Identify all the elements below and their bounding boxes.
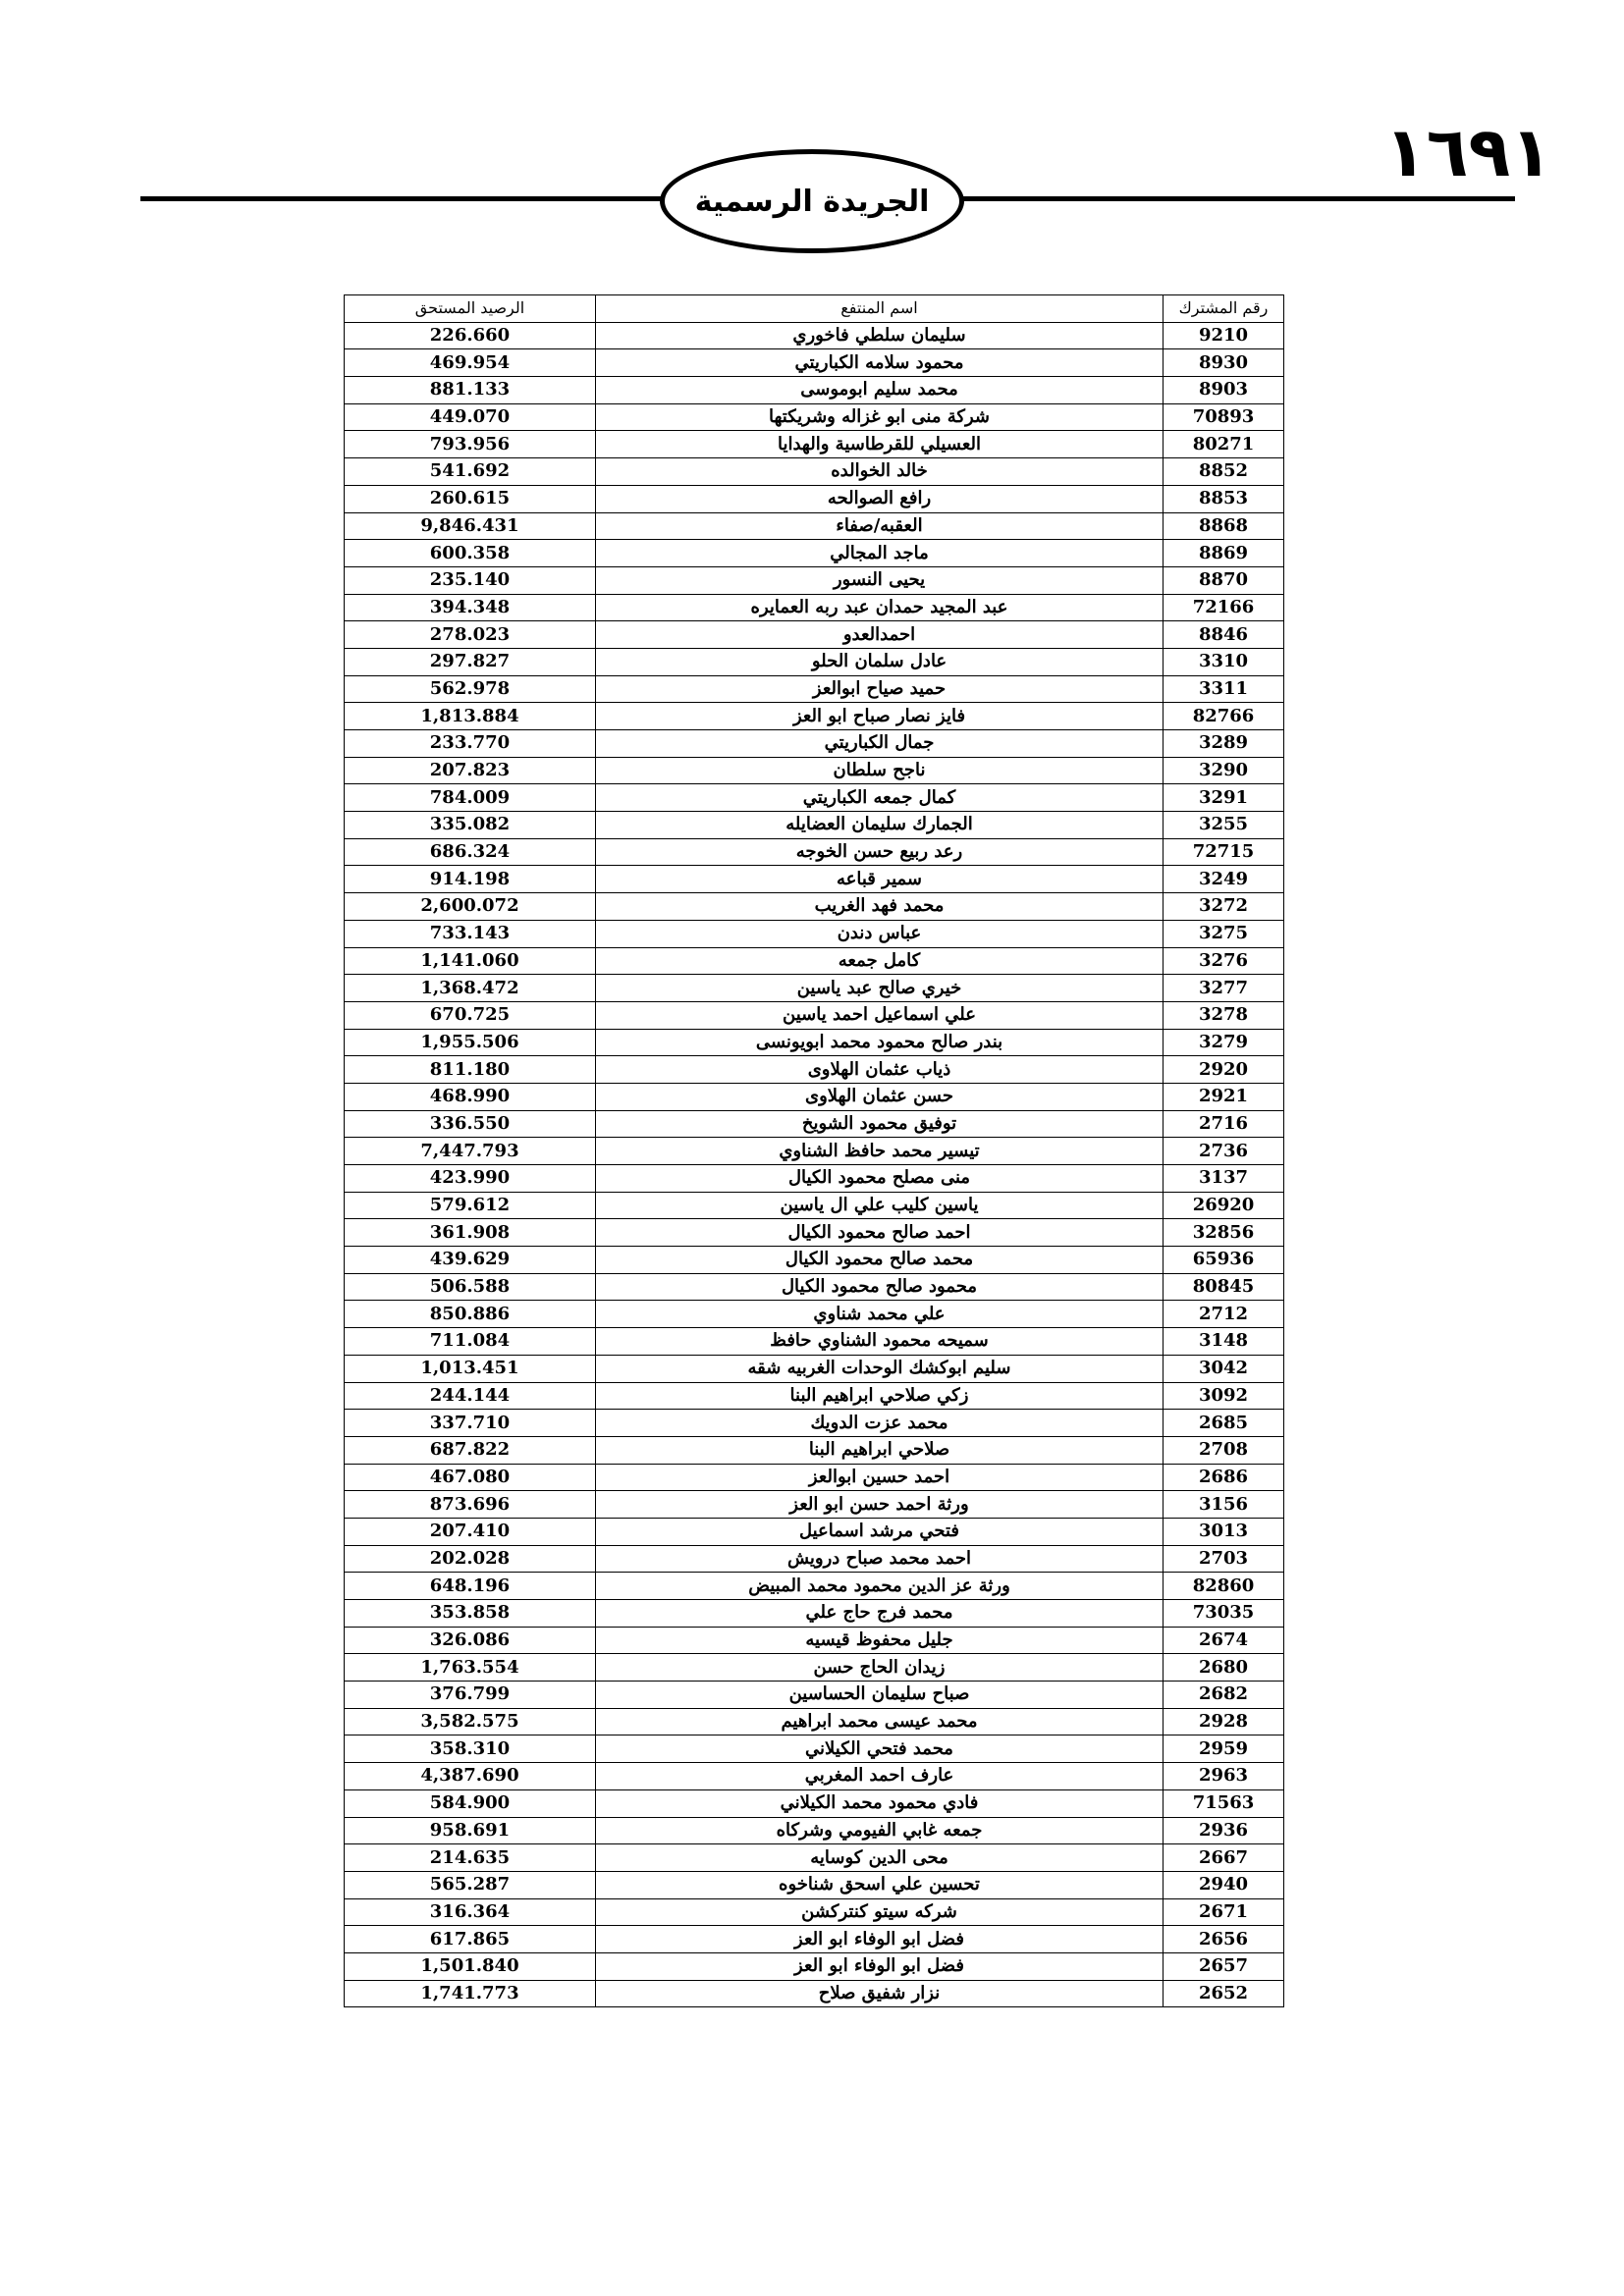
balance-due-cell: 207.410 <box>345 1518 596 1545</box>
subscriber-id-cell: 3156 <box>1164 1491 1284 1519</box>
table-row <box>345 322 1284 349</box>
beneficiary-name-cell: احمدالعدو <box>596 621 1164 649</box>
balance-due-cell: 873.696 <box>345 1491 596 1519</box>
balance-due-cell: 584.900 <box>345 1789 596 1817</box>
subscriber-id-cell: 2959 <box>1164 1735 1284 1763</box>
balance-due-cell: 316.364 <box>345 1898 596 1926</box>
subscriber-id-cell: 72166 <box>1164 594 1284 621</box>
balance-due-cell: 235.140 <box>345 566 596 594</box>
subscriber-id-cell: 3148 <box>1164 1328 1284 1356</box>
balance-due-cell: 562.978 <box>345 675 596 703</box>
page-number: ١٦٩١ <box>1384 112 1552 192</box>
beneficiary-name-cell: جمعه غابي الفيومي وشركاه <box>596 1817 1164 1844</box>
beneficiary-name-cell: محمد سليم ابوموسى <box>596 377 1164 404</box>
table-row <box>345 1436 1284 1464</box>
balance-due-cell: 850.886 <box>345 1301 596 1328</box>
table-row <box>345 540 1284 567</box>
subscriber-id-cell: 2921 <box>1164 1083 1284 1110</box>
gazette-title: الجريدة الرسمية <box>694 184 930 219</box>
balance-due-cell: 244.144 <box>345 1382 596 1410</box>
beneficiary-name-cell: فضل ابو الوفاء ابو العز <box>596 1926 1164 1953</box>
table-row <box>345 1817 1284 1844</box>
balance-due-cell: 811.180 <box>345 1056 596 1084</box>
beneficiary-name-cell: تيسير محمد حافظ الشناوي <box>596 1138 1164 1165</box>
table-row <box>345 1110 1284 1138</box>
balance-due-cell: 784.009 <box>345 784 596 812</box>
beneficiary-name-cell: محمود صالح محمود الكيال <box>596 1273 1164 1301</box>
subscriber-id-cell: 71563 <box>1164 1789 1284 1817</box>
balance-due-cell: 207.823 <box>345 757 596 784</box>
table-row <box>345 1056 1284 1084</box>
beneficiary-name-cell: ورثة احمد حسن ابو العز <box>596 1491 1164 1519</box>
subscriber-id-cell: 80845 <box>1164 1273 1284 1301</box>
subscriber-id-cell: 2657 <box>1164 1952 1284 1980</box>
subscriber-id-cell: 2928 <box>1164 1708 1284 1735</box>
balance-due-cell: 233.770 <box>345 730 596 758</box>
table-row <box>345 1355 1284 1382</box>
beneficiary-name-cell: فتحي مرشد اسماعيل <box>596 1518 1164 1545</box>
beneficiary-name-cell: عادل سلمان الحلو <box>596 648 1164 675</box>
balance-due-cell: 439.629 <box>345 1247 596 1274</box>
balance-due-cell: 541.692 <box>345 458 596 486</box>
table-row <box>345 812 1284 839</box>
beneficiary-name-cell: فادي محمود محمد الكيلاني <box>596 1789 1164 1817</box>
beneficiary-name-cell: توفيق محمود الشويخ <box>596 1110 1164 1138</box>
beneficiary-name-cell: سليم ابوكشك الوحدات الغربيه شقه <box>596 1355 1164 1382</box>
beneficiary-name-cell: ورثة عز الدين محمود محمد المبيض <box>596 1573 1164 1600</box>
beneficiary-name-cell: فايز نصار صباح ابو العز <box>596 703 1164 730</box>
subscriber-id-cell: 2685 <box>1164 1410 1284 1437</box>
balance-due-cell: 1,763.554 <box>345 1654 596 1682</box>
subscriber-id-cell: 3013 <box>1164 1518 1284 1545</box>
subscriber-id-cell: 2656 <box>1164 1926 1284 1953</box>
beneficiary-name-cell: محمد فهد الغريب <box>596 893 1164 921</box>
subscriber-id-cell: 8868 <box>1164 512 1284 540</box>
table-row <box>345 1001 1284 1029</box>
balance-due-cell: 202.028 <box>345 1545 596 1573</box>
subscriber-id-cell: 32856 <box>1164 1219 1284 1247</box>
subscriber-id-cell: 2652 <box>1164 1980 1284 2007</box>
balance-due-cell: 278.023 <box>345 621 596 649</box>
gazette-title-oval <box>660 149 964 253</box>
table-row <box>345 1138 1284 1165</box>
beneficiary-name-cell: شركة منى ابو غزاله وشريكتها <box>596 403 1164 431</box>
table-row <box>345 1871 1284 1898</box>
table-row <box>345 1410 1284 1437</box>
subscriber-id-cell: 26920 <box>1164 1192 1284 1219</box>
subscriber-id-cell: 3249 <box>1164 866 1284 893</box>
subscriber-id-cell: 2712 <box>1164 1301 1284 1328</box>
balance-due-cell: 793.956 <box>345 431 596 458</box>
beneficiary-name-cell: محمد فتحي الكيلاني <box>596 1735 1164 1763</box>
beneficiary-name-cell: زيدان الحاج حسن <box>596 1654 1164 1682</box>
subscriber-id-cell: 3137 <box>1164 1165 1284 1193</box>
subscriber-id-cell: 2936 <box>1164 1817 1284 1844</box>
table-row <box>345 1789 1284 1817</box>
subscriber-id-cell: 82860 <box>1164 1573 1284 1600</box>
subscriber-id-cell: 3092 <box>1164 1382 1284 1410</box>
subscriber-id-cell: 8852 <box>1164 458 1284 486</box>
table-row <box>345 1545 1284 1573</box>
balance-due-cell: 9,846.431 <box>345 512 596 540</box>
beneficiary-name-cell: خالد الخوالده <box>596 458 1164 486</box>
beneficiary-name-cell: عبد المجيد حمدان عبد ربه العمايره <box>596 594 1164 621</box>
beneficiary-name-cell: محمود سلامه الكباريتي <box>596 349 1164 377</box>
table-row <box>345 730 1284 758</box>
balance-due-cell: 376.799 <box>345 1682 596 1709</box>
balance-due-cell: 297.827 <box>345 648 596 675</box>
subscribers-table <box>344 294 1284 2007</box>
beneficiary-name-cell: العقبه/صفاء <box>596 512 1164 540</box>
balance-due-cell: 711.084 <box>345 1328 596 1356</box>
subscriber-id-cell: 3290 <box>1164 757 1284 784</box>
table-row <box>345 838 1284 866</box>
table-row <box>345 975 1284 1002</box>
subscriber-id-cell: 2682 <box>1164 1682 1284 1709</box>
balance-due-cell: 881.133 <box>345 377 596 404</box>
subscriber-id-cell: 2703 <box>1164 1545 1284 1573</box>
table-row <box>345 403 1284 431</box>
column-header-subscriber-id: رقم المشترك <box>1164 295 1284 323</box>
subscriber-id-cell: 70893 <box>1164 403 1284 431</box>
subscriber-id-cell: 3310 <box>1164 648 1284 675</box>
beneficiary-name-cell: شركه سيتو كنتركشن <box>596 1898 1164 1926</box>
balance-due-cell: 1,955.506 <box>345 1029 596 1056</box>
beneficiary-name-cell: عباس دندن <box>596 920 1164 947</box>
balance-due-cell: 394.348 <box>345 594 596 621</box>
subscriber-id-cell: 8846 <box>1164 621 1284 649</box>
balance-due-cell: 617.865 <box>345 1926 596 1953</box>
table-row <box>345 1980 1284 2007</box>
subscriber-id-cell: 2736 <box>1164 1138 1284 1165</box>
table-row <box>345 675 1284 703</box>
balance-due-cell: 1,813.884 <box>345 703 596 730</box>
beneficiary-name-cell: كمال جمعه الكباريتي <box>596 784 1164 812</box>
subscriber-id-cell: 3275 <box>1164 920 1284 947</box>
table-row <box>345 784 1284 812</box>
balance-due-cell: 687.822 <box>345 1436 596 1464</box>
table-row <box>345 1952 1284 1980</box>
beneficiary-name-cell: رعد ربيع حسن الخوجه <box>596 838 1164 866</box>
subscriber-id-cell: 3255 <box>1164 812 1284 839</box>
balance-due-cell: 1,368.472 <box>345 975 596 1002</box>
table-row <box>345 1301 1284 1328</box>
beneficiary-name-cell: محمد عزت الدويك <box>596 1410 1164 1437</box>
beneficiary-name-cell: علي اسماعيل احمد ياسين <box>596 1001 1164 1029</box>
balance-due-cell: 337.710 <box>345 1410 596 1437</box>
table-row <box>345 1192 1284 1219</box>
balance-due-cell: 423.990 <box>345 1165 596 1193</box>
table-row <box>345 1844 1284 1872</box>
balance-due-cell: 1,501.840 <box>345 1952 596 1980</box>
balance-due-cell: 1,141.060 <box>345 947 596 975</box>
balance-due-cell: 579.612 <box>345 1192 596 1219</box>
subscriber-id-cell: 73035 <box>1164 1600 1284 1628</box>
balance-due-cell: 4,387.690 <box>345 1763 596 1790</box>
subscriber-id-cell: 2680 <box>1164 1654 1284 1682</box>
table-row <box>345 1898 1284 1926</box>
subscriber-id-cell: 2920 <box>1164 1056 1284 1084</box>
table-row <box>345 947 1284 975</box>
balance-due-cell: 358.310 <box>345 1735 596 1763</box>
beneficiary-name-cell: محى الدين كوسايه <box>596 1844 1164 1872</box>
balance-due-cell: 326.086 <box>345 1627 596 1654</box>
subscriber-id-cell: 65936 <box>1164 1247 1284 1274</box>
table-row <box>345 1165 1284 1193</box>
beneficiary-name-cell: ياسين كليب علي ال ياسين <box>596 1192 1164 1219</box>
balance-due-cell: 214.635 <box>345 1844 596 1872</box>
beneficiary-name-cell: صلاحي ابراهيم البنا <box>596 1436 1164 1464</box>
beneficiary-name-cell: ناجح سلطان <box>596 757 1164 784</box>
subscriber-id-cell: 3278 <box>1164 1001 1284 1029</box>
beneficiary-name-cell: جمال الكباريتي <box>596 730 1164 758</box>
subscriber-id-cell: 3277 <box>1164 975 1284 1002</box>
table-row <box>345 1926 1284 1953</box>
subscriber-id-cell: 3272 <box>1164 893 1284 921</box>
beneficiary-name-cell: احمد صالح محمود الكيال <box>596 1219 1164 1247</box>
subscriber-id-cell: 2963 <box>1164 1763 1284 1790</box>
column-header-beneficiary-name: اسم المنتفع <box>596 295 1164 323</box>
subscriber-id-cell: 3276 <box>1164 947 1284 975</box>
table-row <box>345 1382 1284 1410</box>
subscriber-id-cell: 2708 <box>1164 1436 1284 1464</box>
table-row <box>345 648 1284 675</box>
table-row <box>345 1029 1284 1056</box>
subscriber-id-cell: 2667 <box>1164 1844 1284 1872</box>
balance-due-cell: 506.588 <box>345 1273 596 1301</box>
balance-due-cell: 353.858 <box>345 1600 596 1628</box>
subscriber-id-cell: 3289 <box>1164 730 1284 758</box>
table-row <box>345 1219 1284 1247</box>
beneficiary-name-cell: بندر صالح محمود محمد ابويونسى <box>596 1029 1164 1056</box>
subscriber-id-cell: 3291 <box>1164 784 1284 812</box>
table-row <box>345 512 1284 540</box>
subscriber-id-cell: 2686 <box>1164 1464 1284 1491</box>
table-row <box>345 566 1284 594</box>
beneficiary-name-cell: سمير قباعه <box>596 866 1164 893</box>
table-row <box>345 1491 1284 1519</box>
balance-due-cell: 600.358 <box>345 540 596 567</box>
table-row <box>345 757 1284 784</box>
table-row <box>345 1328 1284 1356</box>
balance-due-cell: 361.908 <box>345 1219 596 1247</box>
subscriber-id-cell: 9210 <box>1164 322 1284 349</box>
balance-due-cell: 226.660 <box>345 322 596 349</box>
table-row <box>345 703 1284 730</box>
beneficiary-name-cell: تحسين علي اسحق شناخوه <box>596 1871 1164 1898</box>
subscriber-id-cell: 8930 <box>1164 349 1284 377</box>
balance-due-cell: 469.954 <box>345 349 596 377</box>
beneficiary-name-cell: كامل جمعه <box>596 947 1164 975</box>
beneficiary-name-cell: خيري صالح عبد ياسين <box>596 975 1164 1002</box>
beneficiary-name-cell: رافع الصوالحه <box>596 485 1164 512</box>
subscriber-id-cell: 8870 <box>1164 566 1284 594</box>
table-row <box>345 1708 1284 1735</box>
beneficiary-name-cell: محمد فرج حاج علي <box>596 1600 1164 1628</box>
balance-due-cell: 648.196 <box>345 1573 596 1600</box>
balance-due-cell: 336.550 <box>345 1110 596 1138</box>
beneficiary-name-cell: جليل محفوظ قيسيه <box>596 1627 1164 1654</box>
table-row <box>345 458 1284 486</box>
table-row <box>345 1654 1284 1682</box>
balance-due-cell: 958.691 <box>345 1817 596 1844</box>
balance-due-cell: 2,600.072 <box>345 893 596 921</box>
subscriber-id-cell: 8869 <box>1164 540 1284 567</box>
balance-due-cell: 3,582.575 <box>345 1708 596 1735</box>
balance-due-cell: 1,741.773 <box>345 1980 596 2007</box>
subscriber-id-cell: 8853 <box>1164 485 1284 512</box>
table-row <box>345 485 1284 512</box>
balance-due-cell: 565.287 <box>345 1871 596 1898</box>
table-row <box>345 1083 1284 1110</box>
column-header-balance-due: الرصيد المستحق <box>345 295 596 323</box>
table-row <box>345 377 1284 404</box>
balance-due-cell: 449.070 <box>345 403 596 431</box>
beneficiary-name-cell: محمد عيسى محمد ابراهيم <box>596 1708 1164 1735</box>
beneficiary-name-cell: ماجد المجالي <box>596 540 1164 567</box>
subscriber-id-cell: 2716 <box>1164 1110 1284 1138</box>
beneficiary-name-cell: صباح سليمان الحساسين <box>596 1682 1164 1709</box>
beneficiary-name-cell: محمد صالح محمود الكيال <box>596 1247 1164 1274</box>
subscriber-id-cell: 82766 <box>1164 703 1284 730</box>
table-row <box>345 1464 1284 1491</box>
beneficiary-name-cell: منى مصلح محمود الكيال <box>596 1165 1164 1193</box>
balance-due-cell: 467.080 <box>345 1464 596 1491</box>
balance-due-cell: 1,013.451 <box>345 1355 596 1382</box>
beneficiary-name-cell: نزار شفيق صلاح <box>596 1980 1164 2007</box>
subscriber-id-cell: 3042 <box>1164 1355 1284 1382</box>
table-row <box>345 1682 1284 1709</box>
subscriber-id-cell: 72715 <box>1164 838 1284 866</box>
subscriber-id-cell: 3311 <box>1164 675 1284 703</box>
balance-due-cell: 468.990 <box>345 1083 596 1110</box>
balance-due-cell: 686.324 <box>345 838 596 866</box>
table-row <box>345 893 1284 921</box>
table-row <box>345 920 1284 947</box>
subscriber-id-cell: 8903 <box>1164 377 1284 404</box>
table-row <box>345 1518 1284 1545</box>
subscriber-id-cell: 3279 <box>1164 1029 1284 1056</box>
subscriber-id-cell: 2674 <box>1164 1627 1284 1654</box>
table-row <box>345 866 1284 893</box>
table-row <box>345 349 1284 377</box>
balance-due-cell: 260.615 <box>345 485 596 512</box>
beneficiary-name-cell: احمد محمد صباح درويش <box>596 1545 1164 1573</box>
subscriber-id-cell: 2671 <box>1164 1898 1284 1926</box>
table-row <box>345 594 1284 621</box>
table-row <box>345 1735 1284 1763</box>
beneficiary-name-cell: العسيلي للقرطاسية والهدايا <box>596 431 1164 458</box>
table-body <box>345 322 1284 2007</box>
beneficiary-name-cell: زكي صلاحي ابراهيم البنا <box>596 1382 1164 1410</box>
balance-due-cell: 335.082 <box>345 812 596 839</box>
table-row <box>345 1627 1284 1654</box>
beneficiary-name-cell: علي محمد شناوي <box>596 1301 1164 1328</box>
beneficiary-name-cell: سليمان سلطي فاخوري <box>596 322 1164 349</box>
balance-due-cell: 914.198 <box>345 866 596 893</box>
beneficiary-name-cell: الجمارك سليمان العضايله <box>596 812 1164 839</box>
beneficiary-name-cell: سميحه محمود الشناوي حافظ <box>596 1328 1164 1356</box>
beneficiary-name-cell: حميد صياح ابوالعز <box>596 675 1164 703</box>
balance-due-cell: 670.725 <box>345 1001 596 1029</box>
beneficiary-name-cell: فضل ابو الوفاء ابو العز <box>596 1952 1164 1980</box>
table-row <box>345 1763 1284 1790</box>
table-row <box>345 1273 1284 1301</box>
table-row <box>345 431 1284 458</box>
subscriber-id-cell: 80271 <box>1164 431 1284 458</box>
beneficiary-name-cell: ذياب عثمان الهلاوى <box>596 1056 1164 1084</box>
subscriber-id-cell: 2940 <box>1164 1871 1284 1898</box>
beneficiary-name-cell: يحيى النسور <box>596 566 1164 594</box>
table-row <box>345 1600 1284 1628</box>
beneficiary-name-cell: حسن عثمان الهلاوى <box>596 1083 1164 1110</box>
table-row <box>345 1573 1284 1600</box>
balance-due-cell: 7,447.793 <box>345 1138 596 1165</box>
table-row <box>345 1247 1284 1274</box>
beneficiary-name-cell: احمد حسين ابوالعز <box>596 1464 1164 1491</box>
beneficiary-name-cell: عارف احمد المغربي <box>596 1763 1164 1790</box>
balance-due-cell: 733.143 <box>345 920 596 947</box>
table-row <box>345 621 1284 649</box>
table-header-row <box>345 295 1284 323</box>
